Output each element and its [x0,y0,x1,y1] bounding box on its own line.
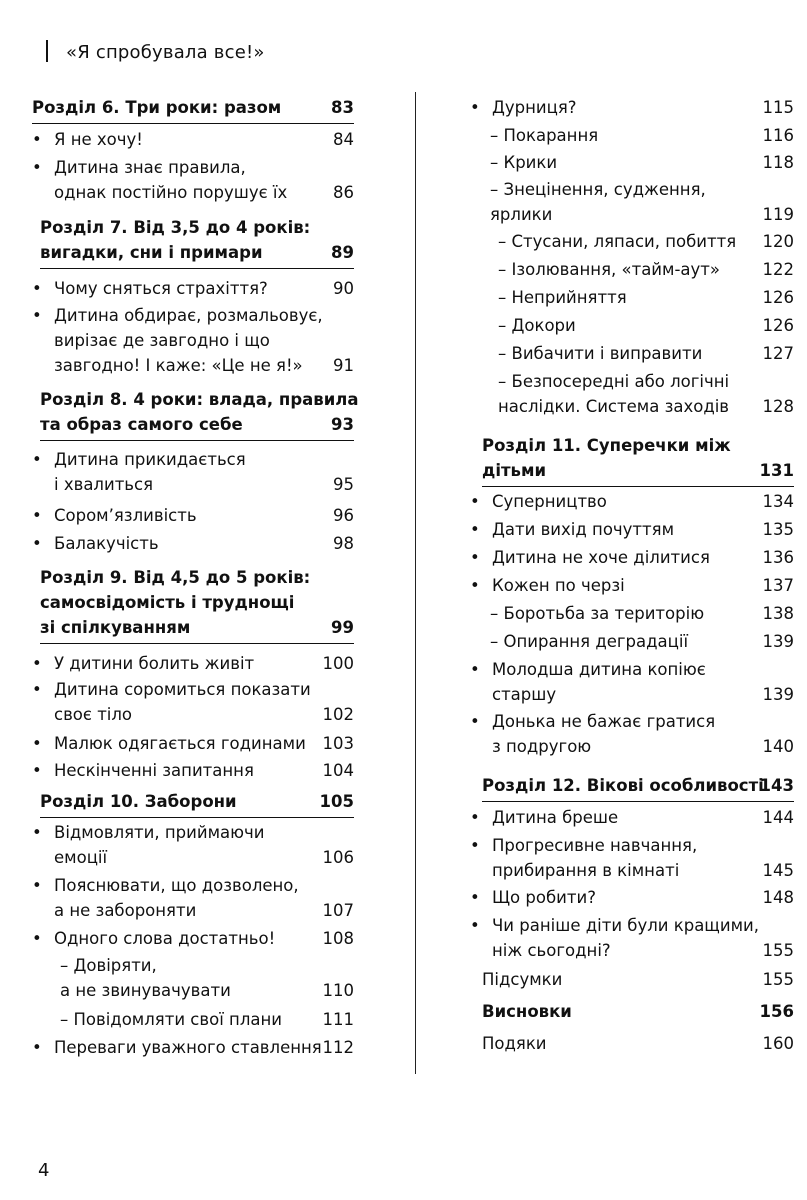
bullet-icon: • [32,876,42,895]
toc-entry-title: – Крики [490,153,558,172]
toc-entry [32,506,354,533]
bullet-icon: • [470,548,480,567]
toc-entry [32,100,354,124]
toc-entry-title: Нескінченні запитання [54,761,254,780]
toc-entry [470,98,794,125]
toc-page-number: 103 [322,734,354,753]
bullet-icon: • [470,660,480,679]
toc-page-number: 99 [331,618,354,637]
toc-entry-title: та образ самого себе [40,415,243,434]
toc-entry-title: старшу [492,685,557,704]
toc-entry [32,680,354,732]
bullet-icon: • [470,492,480,511]
toc-entry [32,306,354,383]
toc-entry [470,660,794,712]
toc-entry [498,262,794,287]
toc-entry [498,234,794,259]
toc-page-number: 84 [333,130,354,149]
toc-entry-title: Одного слова достатньо! [54,929,276,948]
toc-entry-title: – Ізолювання, «тайм-аут» [498,260,721,279]
toc-entry-title: емоції [54,848,108,867]
toc-entry [490,155,794,180]
toc-entry [490,182,794,232]
toc-page-number: 105 [319,792,354,811]
toc-entry-title: вигадки, сни і примари [40,243,263,262]
toc-entry-title: Я не хочу! [54,130,143,149]
toc-entry-title: Дитина соромиться показати [54,680,311,699]
toc-entry-title: Кожен по черзі [492,576,625,595]
toc-page-number: 160 [762,1034,794,1053]
toc-page-number: 137 [762,576,794,595]
bullet-icon: • [32,279,42,298]
book-title: «Я спробувала все!» [66,42,265,63]
toc-page-number: 100 [322,654,354,673]
toc-page-number: 136 [762,548,794,567]
toc-entry-title: Розділ 8. 4 роки: влада, правила [40,390,359,409]
toc-entry-title: Молодша дитина копіює [492,660,706,679]
header-divider [46,40,48,62]
toc-page-number: 140 [762,737,794,756]
toc-entry [32,823,354,875]
toc-entry [40,220,354,269]
toc-page-number: 96 [333,506,354,525]
toc-entry [470,492,794,519]
toc-entry [470,808,794,835]
bullet-icon: • [470,916,480,935]
toc-entry [60,1012,354,1037]
toc-entry [32,929,354,956]
toc-entry [498,318,794,343]
toc-page-number: 98 [333,534,354,553]
bullet-icon: • [470,888,480,907]
toc-page-number: 122 [762,260,794,279]
toc-entry-title: ярлики [490,205,553,224]
bullet-icon: • [32,506,42,525]
running-header [46,40,265,63]
toc-entry [470,916,794,968]
toc-entry-title: Відмовляти, приймаючи [54,823,265,842]
toc-entry-title: Розділ 6. Три роки: разом [32,98,282,117]
toc-page-number: 102 [322,705,354,724]
toc-entry [32,1038,354,1065]
bullet-icon: • [470,576,480,595]
toc-entry [482,438,794,487]
toc-entry-title: – Докори [498,316,576,335]
toc-page-number: 120 [762,232,794,251]
toc-page-number: 139 [762,685,794,704]
toc-entry [32,450,354,502]
bullet-icon: • [32,680,42,699]
toc-entry-title: дітьми [482,461,547,480]
toc-page-number: 145 [762,861,794,880]
toc-page-number: 128 [762,397,794,416]
toc-page-number: 155 [762,970,794,989]
bullet-icon: • [32,450,42,469]
toc-page-number: 155 [762,941,794,960]
toc-page-number: 115 [762,98,794,117]
toc-page-number: 112 [322,1038,354,1057]
toc-entry-title: Розділ 9. Від 4,5 до 5 років: [40,568,311,587]
toc-entry-title: наслідки. Система заходів [498,397,730,416]
toc-page-number: 108 [322,929,354,948]
toc-entry [470,520,794,547]
bullet-icon: • [470,520,480,539]
toc-entry [32,654,354,681]
toc-entry [482,1036,794,1061]
toc-entry [32,279,354,306]
toc-entry [490,606,794,631]
toc-entry-title: – Вибачити і виправити [498,344,703,363]
toc-page-number: 127 [762,344,794,363]
toc-entry [32,734,354,761]
toc-page-number: 144 [762,808,794,827]
toc-entry [498,290,794,315]
toc-page-number: 119 [762,205,794,224]
toc-entry-title: Подяки [482,1034,547,1053]
toc-page-number: 148 [762,888,794,907]
toc-entry-title: а не забороняти [54,901,197,920]
toc-entry-title: Дати вихід почуттям [492,520,675,539]
bullet-icon: • [470,98,480,117]
toc-entry-title: а не звинувачувати [60,981,231,1000]
toc-entry-title: – Опирання деградації [490,632,689,651]
toc-page-number: 86 [333,183,354,202]
toc-entry-title: Дитина знає правила, [54,158,246,177]
toc-entry-title: і хвалиться [54,475,154,494]
toc-entry-title: – Стусани, ляпаси, побиття [498,232,737,251]
toc-entry-title: – Знецінення, судження, [490,180,706,199]
toc-entry-title: ніж сьогодні? [492,941,611,960]
toc-entry-title: У дитини болить живіт [54,654,255,673]
toc-page-number: 104 [322,761,354,780]
toc-entry-title: зі спілкуванням [40,618,191,637]
column-divider [415,92,416,1074]
toc-entry-title: – Боротьба за територію [490,604,705,623]
toc-page-number: 89 [331,243,354,262]
toc-entry-title: – Довіряти, [60,956,157,975]
page-number: 4 [38,1160,50,1181]
toc-page-number: 83 [331,98,354,117]
toc-page-number: 91 [333,356,354,375]
toc-page-number: 90 [333,279,354,298]
toc-entry [482,972,794,997]
toc-entry-title: Висновки [482,1002,572,1021]
toc-entry [470,712,794,764]
toc-entry-title: Суперництво [492,492,607,511]
toc-entry [482,1004,794,1029]
bullet-icon: • [32,534,42,553]
toc-entry-title: – Безпосередні або логічні [498,372,730,391]
toc-entry-title: Прогресивне навчання, [492,836,698,855]
toc-entry-title: Дитина не хоче ділитися [492,548,710,567]
toc-entry-title: Донька не бажає гратися [492,712,716,731]
toc-entry [60,958,354,1008]
toc-entry-title: самосвідомість і труднощі [40,593,295,612]
toc-entry [470,576,794,603]
toc-entry-title: Дитина прикидається [54,450,246,469]
bullet-icon: • [470,836,480,855]
toc-entry-title: прибирання в кімнаті [492,861,680,880]
toc-page-number: 138 [762,604,794,623]
bullet-icon: • [470,712,480,731]
toc-page-number: 134 [762,492,794,511]
toc-page-number: 95 [333,475,354,494]
toc-entry-title: Підсумки [482,970,563,989]
toc-entry-title: Дитина обдирає, розмальовує, [54,306,323,325]
toc-page-number: 126 [762,316,794,335]
toc-page-number: 131 [759,461,794,480]
toc-entry [32,534,354,561]
toc-entry-title: Пояснювати, що дозволено, [54,876,299,895]
toc-entry-title: вирізає де завгодно і що [54,331,270,350]
toc-entry-title: Переваги уважного ставлення [54,1038,322,1057]
bullet-icon: • [32,929,42,948]
toc-entry [32,158,354,210]
toc-entry [470,836,794,888]
bullet-icon: • [32,823,42,842]
toc-entry-title: Малюк одягається годинами [54,734,306,753]
toc-entry [498,346,794,371]
bullet-icon: • [32,761,42,780]
bullet-icon: • [32,130,42,149]
toc-page-number: 143 [759,776,794,795]
bullet-icon: • [470,808,480,827]
bullet-icon: • [32,654,42,673]
toc-entry-title: Чи раніше діти були кращими, [492,916,759,935]
toc-page-number: 126 [762,288,794,307]
toc-entry [40,570,354,644]
toc-entry-title: Розділ 7. Від 3,5 до 4 років: [40,218,311,237]
toc-entry [32,876,354,928]
toc-entry [40,390,359,441]
toc-page-number: 110 [322,981,354,1000]
toc-entry-title: – Неприйняття [498,288,627,307]
bullet-icon: • [32,158,42,177]
toc-entry-title: Чому сняться страхіття? [54,279,268,298]
toc-entry [32,130,354,157]
toc-entry-title: Дурниця? [492,98,577,117]
toc-entry [470,548,794,575]
toc-entry-title: Розділ 11. Суперечки між [482,436,731,455]
toc-entry-title: Дитина бреше [492,808,619,827]
toc-page-number: 139 [762,632,794,651]
toc-page-number: 93 [331,415,354,434]
toc-entry [498,374,794,424]
toc-entry-title: Балакучість [54,534,159,553]
toc-page-number: 116 [762,126,794,145]
bullet-icon: • [32,734,42,753]
toc-entry-title: завгодно! І каже: «Це не я!» [54,356,303,375]
toc-page-number: 118 [762,153,794,172]
toc-page-number: 107 [322,901,354,920]
toc-entry-title: Розділ 12. Вікові особливості [482,776,764,795]
toc-entry [482,778,794,802]
toc-entry [32,761,354,788]
toc-entry-title: – Покарання [490,126,599,145]
toc-entry-title: Сором’язливість [54,506,197,525]
toc-page-number: 111 [322,1010,354,1029]
toc-entry-title: – Повідомляти свої плани [60,1010,282,1029]
toc-entry-title: своє тіло [54,705,133,724]
toc-entry [490,634,794,659]
toc-page-number: 156 [759,1002,794,1021]
toc-entry [490,128,794,153]
bullet-icon: • [32,1038,42,1057]
toc-page-number: 106 [322,848,354,867]
toc-page-number: 135 [762,520,794,539]
bullet-icon: • [32,306,42,325]
toc-entry-title: Розділ 10. Заборони [40,792,237,811]
toc-entry-title: з подругою [492,737,592,756]
toc-entry [470,888,794,915]
toc-entry-title: Що робити? [492,888,596,907]
toc-entry [40,794,354,818]
toc-entry-title: однак постійно порушує їх [54,183,288,202]
